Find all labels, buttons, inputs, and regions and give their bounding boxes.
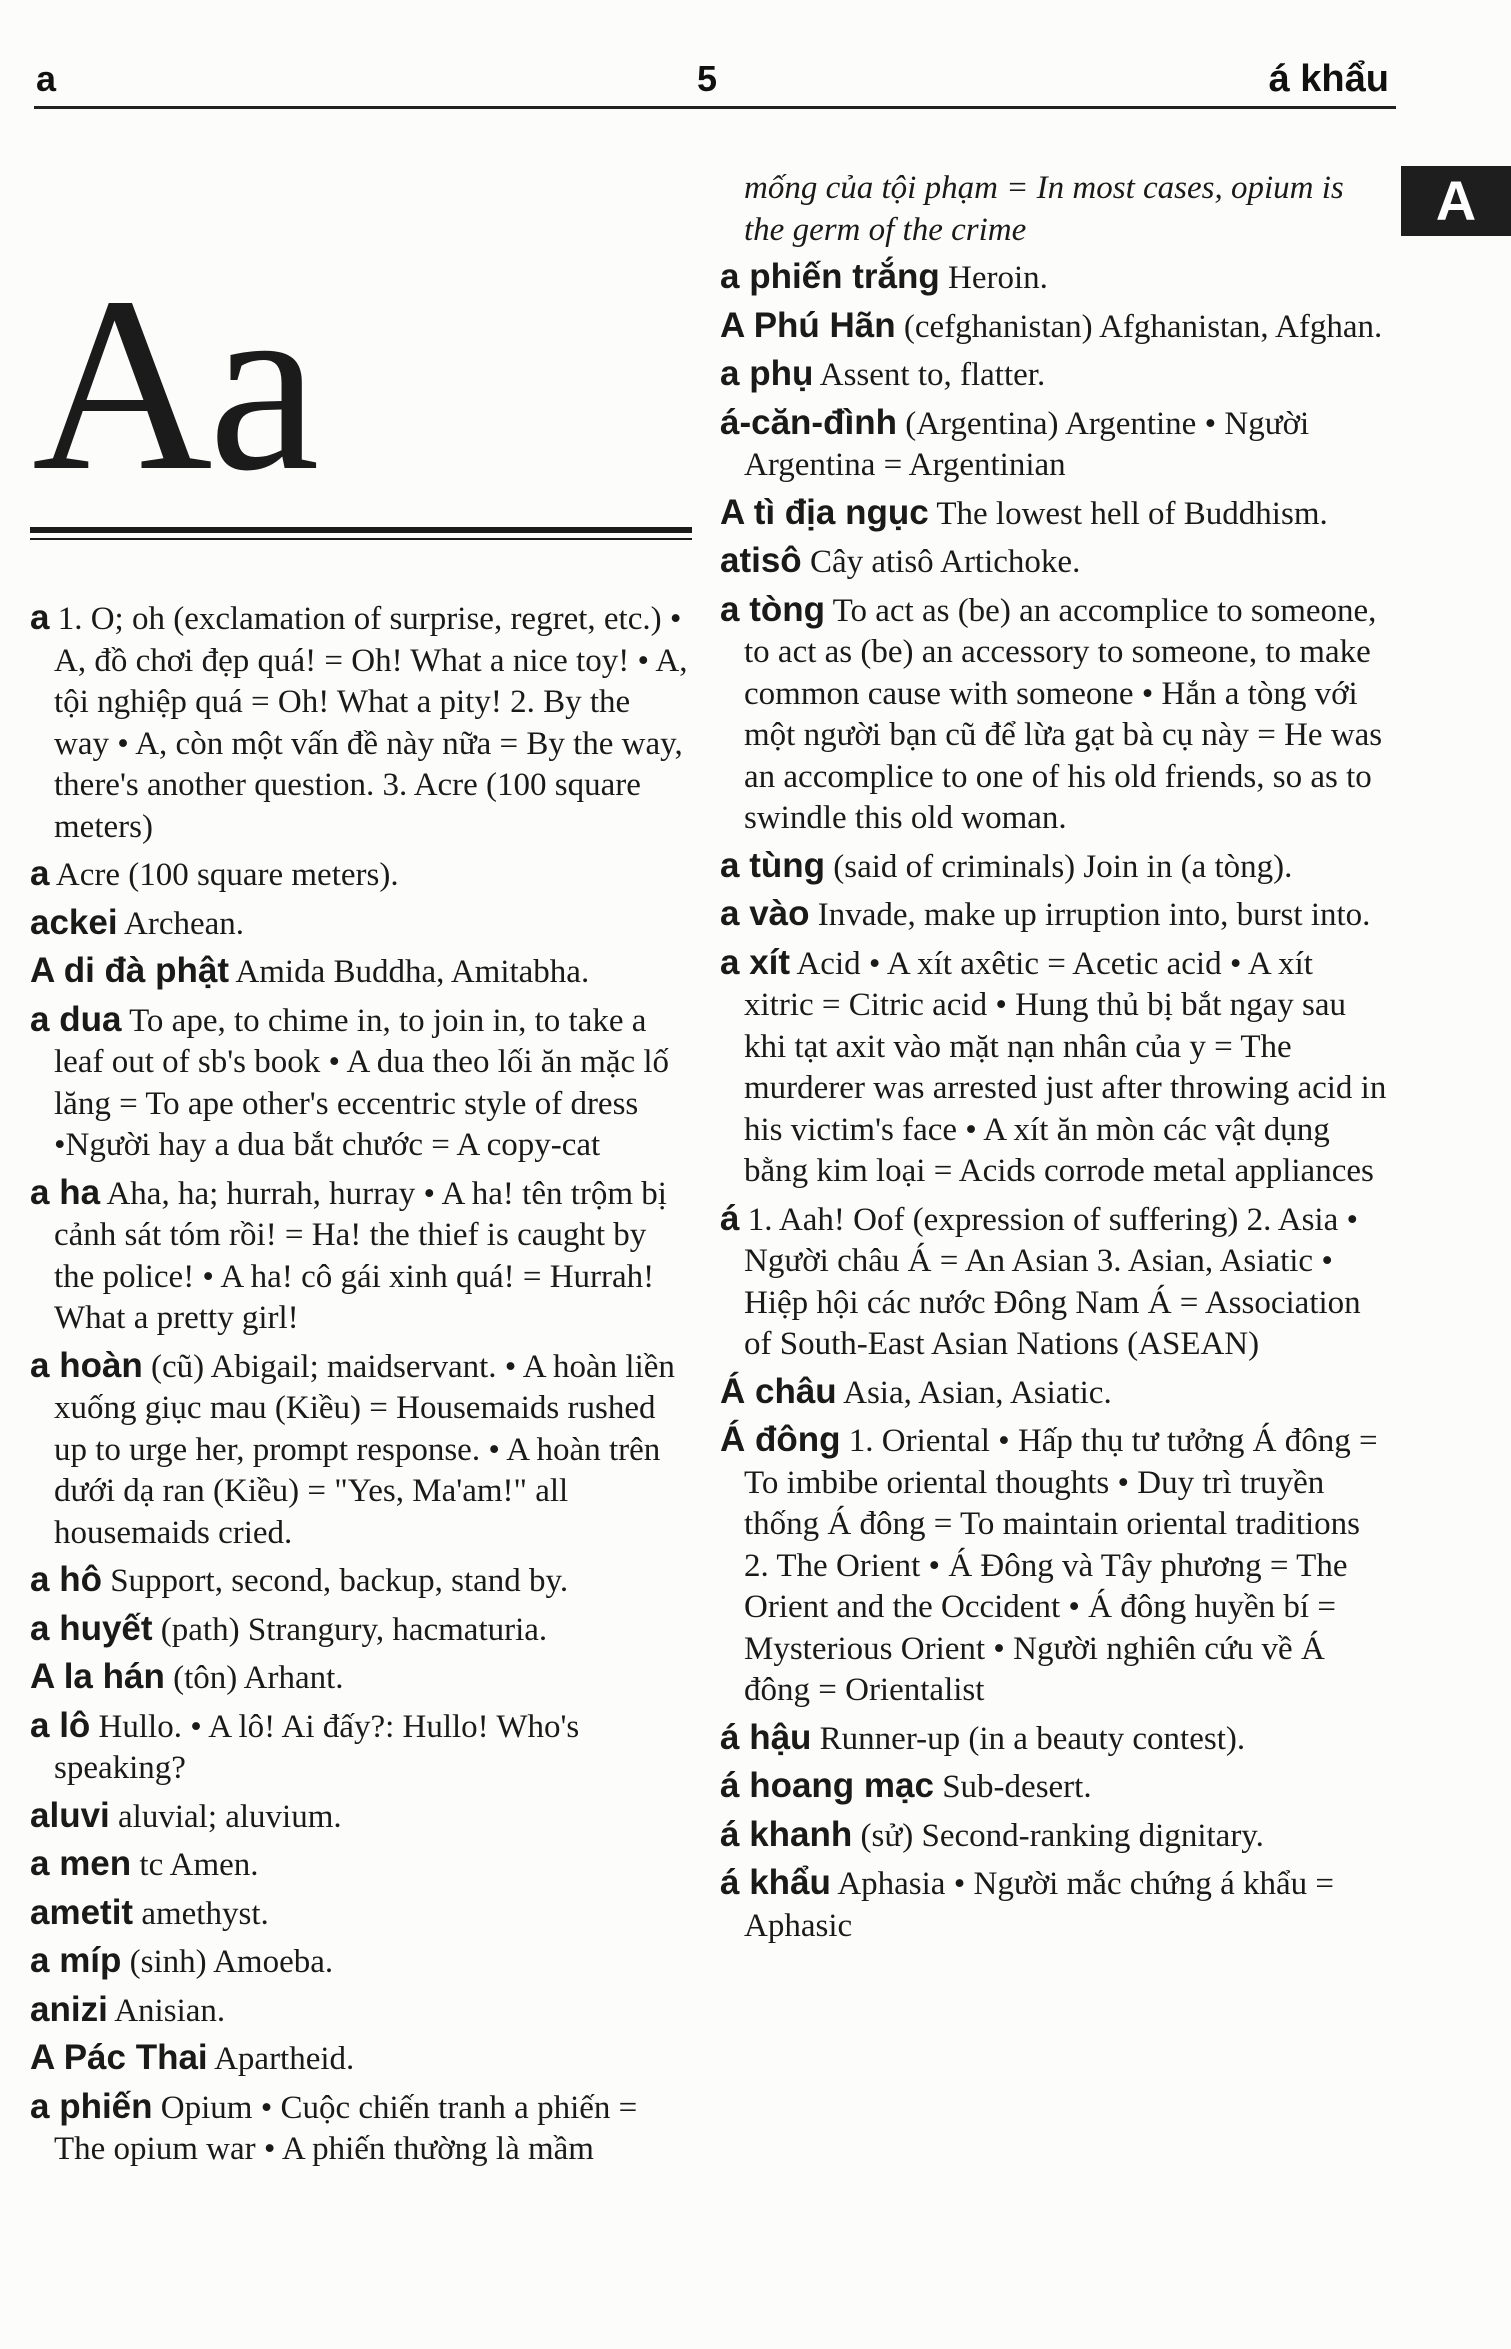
entry-headword: á khẩu xyxy=(720,1863,831,1902)
entry-headword: a phiến xyxy=(30,2086,153,2126)
dictionary-entry xyxy=(30,1608,690,1652)
entry-headword: a tùng xyxy=(720,845,825,885)
continued-entry-text: mống của tội phạm = In most cases, opium is the germ of the crime xyxy=(744,170,1344,248)
entry-headword: a tòng xyxy=(720,589,825,629)
entry-headword: ametit xyxy=(30,1892,134,1932)
entry-headword: atisô xyxy=(720,541,802,580)
dictionary-entry xyxy=(720,492,1390,536)
dictionary-entry xyxy=(720,942,1390,1193)
entry-headword: á xyxy=(720,1198,740,1238)
dictionary-entry xyxy=(720,845,1390,889)
entry-headword: a phiến trắng xyxy=(720,257,940,296)
entry-definition: (sử) Second-ranking dignitary. xyxy=(852,1817,1264,1854)
entry-headword: A tì địa ngục xyxy=(720,492,929,532)
dictionary-entry xyxy=(720,1765,1390,1809)
entry-definition: To ape, to chime in, to join in, to take a leaf out of sb's book • A dua theo lối ăn mặc lố lăng = To ape other's eccentric style of dress •Người hay a dua bắt chước = A copy-cat xyxy=(54,1002,670,1163)
dictionary-entry xyxy=(30,1795,690,1839)
dictionary-entry xyxy=(30,1940,690,1984)
header-rule xyxy=(34,106,1396,109)
entry-headword: Á châu xyxy=(720,1371,837,1411)
entry-definition: Runner-up (in a beauty contest). xyxy=(811,1720,1246,1757)
dictionary-entry xyxy=(720,1419,1390,1712)
dictionary-entry xyxy=(30,853,690,897)
entry-headword: a xít xyxy=(720,942,791,982)
entry-definition: (sinh) Amoeba. xyxy=(121,1944,334,1980)
dictionary-entry xyxy=(720,1717,1390,1761)
running-head-left: a xyxy=(36,58,57,99)
dictionary-entry xyxy=(30,2037,690,2081)
dictionary-entry xyxy=(720,1862,1390,1947)
dictionary-entry xyxy=(30,1345,690,1555)
entry-headword: a hô xyxy=(30,1560,102,1599)
dictionary-entry xyxy=(720,540,1390,584)
dictionary-entry xyxy=(720,402,1390,487)
entry-headword: a hoàn xyxy=(30,1345,143,1385)
entry-definition: Acre (100 square meters). xyxy=(49,857,399,893)
entry-headword: á hậu xyxy=(720,1717,812,1757)
section-letter: Aa xyxy=(32,246,316,523)
entry-definition: Archean. xyxy=(117,905,245,942)
entry-definition: Anisian. xyxy=(107,1992,226,2029)
entry-definition: Assent to, flatter. xyxy=(813,357,1046,393)
dictionary-entry xyxy=(720,353,1390,397)
entry-headword: a dua xyxy=(30,999,122,1039)
entry-definition: (Argentina) Argentine • Người Argentina = Argentinian xyxy=(744,405,1310,483)
entry-headword: a men xyxy=(30,1844,132,1883)
thumb-index-tab[interactable]: A xyxy=(1401,166,1511,236)
entry-definition: Aha, ha; hurrah, hurray • A ha! tên trộm bị cảnh sát tóm rồi! = Ha! the thief is caught by the police! • A ha! cô gái xinh quá! = Hurrah! What a pretty girl! xyxy=(54,1175,667,1336)
dictionary-entry xyxy=(30,902,690,946)
dictionary-entry xyxy=(30,1989,690,2033)
entry-headword: A Pác Thai xyxy=(30,2038,208,2077)
entry-headword: a xyxy=(30,854,50,893)
dictionary-entry xyxy=(30,597,690,848)
entry-definition: (path) Strangury, hacmaturia. xyxy=(152,1611,548,1648)
entry-headword: a vào xyxy=(720,894,810,933)
entry-definition: 1. Aah! Oof (expression of suffering) 2. Asia • Người châu Á = An Asian 3. Asian, Asiatic • Hiệp hội các nước Đông Nam Á = Association of South-East Asian Nations (ASEAN) xyxy=(739,1201,1361,1362)
entry-definition: amethyst. xyxy=(133,1895,269,1932)
page-number: 5 xyxy=(697,58,718,99)
entry-headword: a míp xyxy=(30,1941,122,1980)
entry-headword: aluvi xyxy=(30,1795,110,1835)
entry-headword: anizi xyxy=(30,1989,108,2029)
entry-definition: Cây atisô Artichoke. xyxy=(801,544,1081,580)
entry-headword: á-căn-đình xyxy=(720,402,897,442)
entry-definition: tc Amen. xyxy=(131,1847,259,1883)
entry-headword: A Phú Hãn xyxy=(720,305,896,345)
dictionary-entry xyxy=(720,1371,1390,1415)
entry-definition: Asia, Asian, Asiatic. xyxy=(836,1374,1112,1411)
entry-definition: 1. Oriental • Hấp thụ tư tưởng Á đông = To imbibe oriental thoughts • Duy trì truyền thống Á đông = To maintain oriental traditions 2. The Orient • Á Đông và Tây phương = The Orient and the Occident • Á đông huyền bí = Mysterious Orient • Người nghiên cứu về Á đông = Orientalist xyxy=(744,1423,1378,1708)
dictionary-entry xyxy=(720,893,1390,937)
entry-definition: 1. O; oh (exclamation of surprise, regret, etc.) • A, đồ chơi đẹp quá! = Oh! What a nice toy! • A, tội nghiệp quá = Oh! What a pity! 2. By the way • A, còn một vấn đề này nữa = By the way, there's another question. 3. Acre (100 square meters) xyxy=(49,601,688,845)
dictionary-entry xyxy=(720,1198,1390,1366)
entry-headword: a phụ xyxy=(720,354,814,393)
entry-headword: a ha xyxy=(30,1172,101,1212)
entry-headword: a huyết xyxy=(30,1608,153,1648)
entry-definition: (cefghanistan) Afghanistan, Afghan. xyxy=(895,308,1383,345)
entry-definition: Apartheid. xyxy=(207,2041,355,2077)
entry-headword: A la hán xyxy=(30,1657,165,1696)
right-column xyxy=(720,168,1390,1952)
dictionary-entry xyxy=(30,1705,690,1790)
dictionary-entry xyxy=(30,2086,690,2171)
entry-headword: Á đông xyxy=(720,1420,841,1459)
left-column xyxy=(30,597,690,2176)
entry-definition: Hullo. • A lô! Ai đấy?: Hullo! Who's speaking? xyxy=(54,1708,580,1786)
dictionary-entry xyxy=(30,1559,690,1603)
entry-definition: Amida Buddha, Amitabha. xyxy=(228,954,590,990)
entry-headword: a xyxy=(30,598,50,637)
entry-definition: Opium • Cuộc chiến tranh a phiến = The opium war • A phiến thường là mầm xyxy=(54,2089,638,2167)
entry-headword: á hoang mạc xyxy=(720,1766,934,1805)
entry-headword: a lô xyxy=(30,1705,91,1745)
entry-definition: Sub-desert. xyxy=(933,1769,1092,1805)
section-rule xyxy=(30,527,692,540)
entry-definition: aluvial; aluvium. xyxy=(109,1798,342,1835)
entry-definition: Invade, make up irruption into, burst into. xyxy=(809,897,1371,933)
entry-definition: The lowest hell of Buddhism. xyxy=(928,495,1328,532)
dictionary-entry xyxy=(30,1656,690,1700)
entry-definition: Support, second, backup, stand by. xyxy=(101,1563,569,1599)
dictionary-entry xyxy=(720,1814,1390,1858)
entry-definition: (said of criminals) Join in (a tòng). xyxy=(824,848,1293,885)
entry-definition: Heroin. xyxy=(939,260,1048,296)
entry-headword: á khanh xyxy=(720,1814,853,1854)
dictionary-entry xyxy=(30,999,690,1167)
dictionary-entry xyxy=(720,305,1390,349)
entry-definition: (tôn) Arhant. xyxy=(164,1660,344,1696)
dictionary-entry xyxy=(30,1843,690,1887)
running-head-right: á khẩu xyxy=(1268,58,1389,100)
entry-headword: ackei xyxy=(30,902,118,942)
dictionary-entry xyxy=(30,1892,690,1936)
entry-definition: To act as (be) an accomplice to someone, to act as (be) an accessory to someone, to make common cause with someone • Hắn a tòng với một người bạn cũ để lừa gạt bà cụ này = He was an accomplice to one of his old friends, so as to swindle this old woman. xyxy=(744,592,1383,836)
dictionary-entry xyxy=(720,589,1390,840)
entry-definition: Aphasia • Người mắc chứng á khẩu = Aphasic xyxy=(744,1866,1334,1944)
entry-headword: A di đà phật xyxy=(30,951,229,990)
dictionary-entry xyxy=(30,950,690,994)
entry-definition: Acid • A xít axêtic = Acetic acid • A xít xitric = Citric acid • Hung thủ bị bắt ngay sau khi tạt axit vào mặt nạn nhân của y = The murderer was arrested just after throwing acid in his victim's face • A xít ăn mòn các vật dụng bằng kim loại = Acids corrode metal appliances xyxy=(744,945,1387,1189)
dictionary-entry xyxy=(30,1172,690,1340)
dictionary-entry xyxy=(720,256,1390,300)
entry-definition: (cũ) Abigail; maidservant. • A hoàn liền xuống giục mau (Kiều) = Housemaids rushed up to urge her, prompt response. • A hoàn trên dưới dạ ran (Kiều) = "Yes, Ma'am!" all housemaids cried. xyxy=(54,1348,675,1551)
